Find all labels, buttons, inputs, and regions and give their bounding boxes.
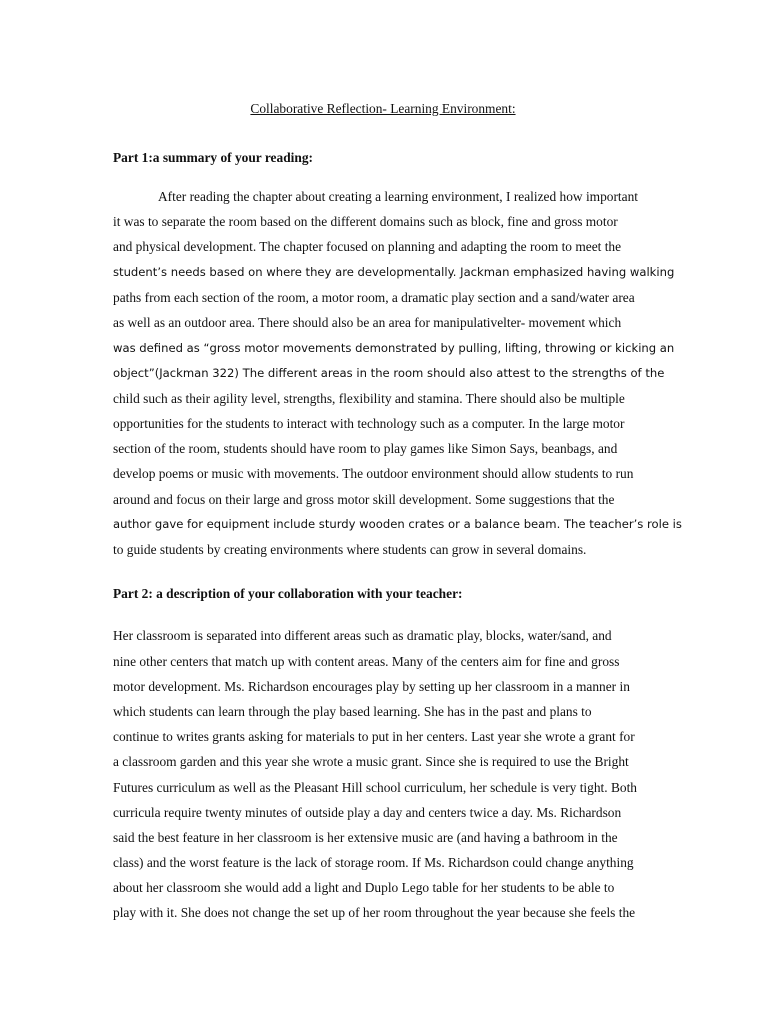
document-title: Collaborative Reflection- Learning Environment: <box>250 101 516 116</box>
paragraph-line: class) and the worst feature is the lack of storage room. If Ms. Richardson could change anything <box>113 855 634 870</box>
paragraph-line: Futures curriculum as well as the Pleasant Hill school curriculum, her schedule is very tight. Both <box>113 780 637 795</box>
paragraph-line: student’s needs based on where they are developmentally. Jackman emphasized having walking <box>113 265 675 279</box>
paragraph-line: which students can learn through the play based learning. She has in the past and plans to <box>113 704 592 719</box>
paragraph-line: it was to separate the room based on the different domains such as block, fine and gross motor <box>113 214 618 229</box>
paragraph-line: as well as an outdoor area. There should also be an area for manipulativelter- movement which <box>113 315 622 330</box>
paragraph-line: develop poems or music with movements. The outdoor environment should allow students to run <box>113 466 634 481</box>
paragraph-line: object”(Jackman 322) The different areas in the room should also attest to the strengths of the <box>113 366 665 380</box>
paragraph-line: about her classroom she would add a light and Duplo Lego table for her students to be able to <box>113 880 615 895</box>
paragraph-line: said the best feature in her classroom is her extensive music are (and having a bathroom in the <box>113 830 618 845</box>
paragraph-line: was defined as “gross motor movements demonstrated by pulling, lifting, throwing or kicking an <box>113 341 675 355</box>
paragraph-line: section of the room, students should have room to play games like Simon Says, beanbags, and <box>113 441 618 456</box>
paragraph-line: After reading the chapter about creating a learning environment, I realized how important <box>158 189 639 204</box>
paragraph-line: continue to writes grants asking for materials to put in her centers. Last year she wrote a grant for <box>113 729 635 744</box>
paragraph-line: around and focus on their large and gross motor skill development. Some suggestions that the <box>113 492 615 507</box>
paragraph-line: to guide students by creating environments where students can grow in several domains. <box>113 542 587 557</box>
paragraph-line: nine other centers that match up with content areas. Many of the centers aim for fine and gross <box>113 654 620 669</box>
paragraph-line: child such as their agility level, strengths, flexibility and stamina. There should also be multiple <box>113 391 625 406</box>
paragraph-line: author gave for equipment include sturdy wooden crates or a balance beam. The teacher’s role is <box>113 517 682 531</box>
paragraph-line: opportunities for the students to interact with technology such as a computer. In the large motor <box>113 416 625 431</box>
part1-heading: Part 1:a summary of your reading: <box>113 150 313 165</box>
part2-heading: Part 2: a description of your collaboration with your teacher: <box>113 586 463 601</box>
paragraph-line: paths from each section of the room, a motor room, a dramatic play section and a sand/water area <box>113 290 635 305</box>
paragraph-line: play with it. She does not change the set up of her room throughout the year because she feels the <box>113 905 636 920</box>
paragraph-line: Her classroom is separated into different areas such as dramatic play, blocks, water/sand, and <box>113 628 612 643</box>
paragraph-line: motor development. Ms. Richardson encourages play by setting up her classroom in a manner in <box>113 679 630 694</box>
paragraph-line: a classroom garden and this year she wrote a music grant. Since she is required to use the Bright <box>113 754 629 769</box>
paragraph-line: curricula require twenty minutes of outside play a day and centers twice a day. Ms. Richardson <box>113 805 622 820</box>
paragraph-line: and physical development. The chapter focused on planning and adapting the room to meet the <box>113 239 622 254</box>
